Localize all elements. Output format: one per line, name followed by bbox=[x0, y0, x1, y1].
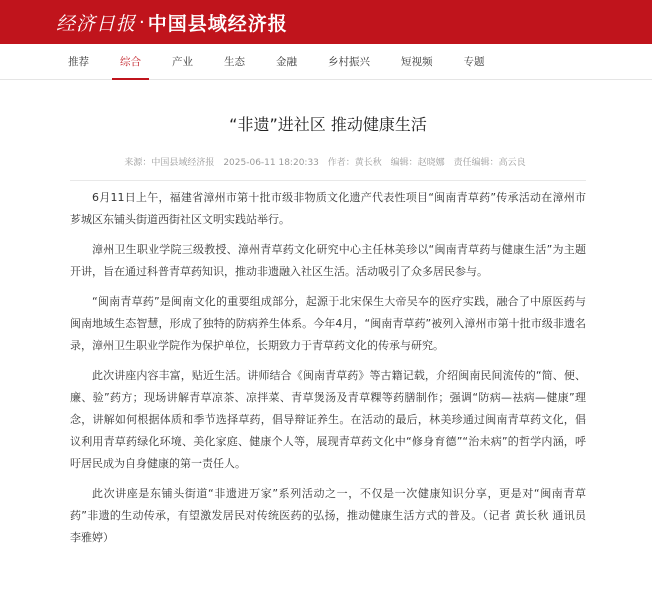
article-datetime: 2025-06-11 18:20:33 bbox=[223, 158, 319, 168]
article-paragraph: 此次讲座内容丰富，贴近生活。讲师结合《闽南青草药》等古籍记载，介绍闽南民间流传的“简、便、廉、验”药方；现场讲解青草凉茶、凉拌菜、青草煲汤及青草粿等药膳制作；强调“防病—祛病—健康”理念，讲解如何根据体质和季节选择草药，倡导辩证养生。在活动的最后，林美珍通过闽南青草药文化，倡议利用青草药绿化环境、美化家庭、健康个人等，展现青草药文化中“修身育德”“治未病”的哲学内涵，呼吁居民成为自身健康的第一责任人。 bbox=[70, 369, 586, 470]
article-paragraph: 此次讲座是东铺头街道“非遗进万家”系列活动之一，不仅是一次健康知识分享，更是对“闽南青草药”非遗的生动传承，有望激发居民对传统医药的弘扬，推动健康生活方式的普及。（记者 黄长秋 通讯员 李雅婷） bbox=[70, 487, 586, 544]
tab-topics[interactable]: 专题 bbox=[463, 56, 485, 68]
article-paragraph: “闽南青草药”是闽南文化的重要组成部分，起源于北宋保生大帝吴夲的医疗实践，融合了中原医药与闽南地域生态智慧，形成了独特的防病养生体系。今年4月，“闽南青草药”被列入漳州市第十批市级非遗名录，漳州卫生职业学院作为保护单位，长期致力于青草药文化的传承与研究。 bbox=[70, 295, 586, 352]
main-nav bbox=[0, 44, 652, 80]
site-logo[interactable]: 中国县域经济报 bbox=[147, 12, 288, 35]
article-editor: 编辑：赵晓娜 bbox=[390, 158, 445, 168]
tab-finance[interactable]: 金融 bbox=[276, 56, 297, 68]
article-author: 作者：黄长秋 bbox=[327, 158, 382, 168]
article-title: “非遗”进社区 推动健康生活 bbox=[229, 115, 427, 134]
tab-industry[interactable]: 产业 bbox=[172, 56, 193, 68]
logo-separator: · bbox=[139, 11, 145, 33]
tab-short-video[interactable]: 短视频 bbox=[401, 56, 433, 68]
article-paragraph: 漳州卫生职业学院三级教授、漳州青草药文化研究中心主任林美珍以“闽南青草药与健康生活”为主题开讲，旨在通过科普青草药知识，推动非遗融入社区生活。活动吸引了众多居民参与。 bbox=[70, 243, 586, 278]
article-chief-editor: 责任编辑：高云良 bbox=[453, 158, 526, 168]
article-paragraph: 6月11日上午，福建省漳州市第十批市级非物质文化遗产代表性项目“闽南青草药”传承活动在漳州市芗城区东铺头街道西街社区文明实践站举行。 bbox=[70, 191, 586, 226]
article-meta bbox=[70, 155, 586, 168]
tab-rural-revitalization[interactable]: 乡村振兴 bbox=[328, 56, 370, 68]
logo-script[interactable]: 经济日报 bbox=[56, 12, 137, 35]
tab-recommend[interactable]: 推荐 bbox=[68, 56, 89, 68]
article-source: 来源：中国县域经济报 bbox=[124, 158, 215, 168]
site-header bbox=[0, 0, 652, 44]
tab-general[interactable]: 综合 bbox=[120, 44, 141, 79]
article bbox=[0, 112, 652, 549]
tab-ecology[interactable]: 生态 bbox=[224, 56, 245, 68]
meta-divider bbox=[70, 180, 586, 181]
